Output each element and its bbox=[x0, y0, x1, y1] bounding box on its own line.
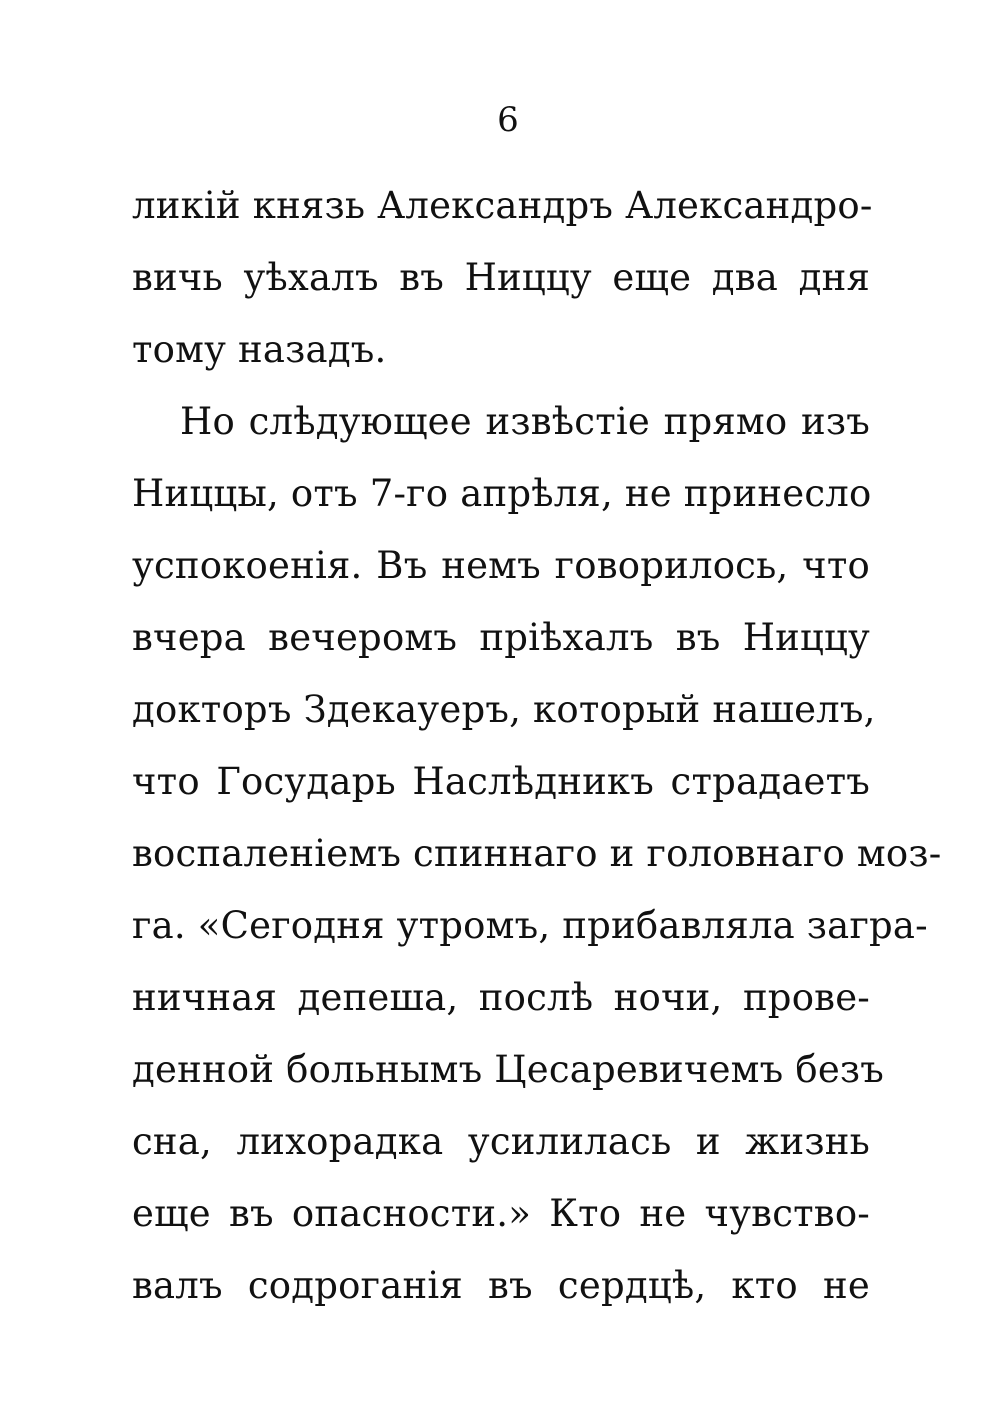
text-line: валъ содроганія въ сердцѣ, кто не bbox=[132, 1264, 870, 1307]
text-line: Но слѣдующее извѣстіе прямо изъ bbox=[180, 400, 870, 443]
text-line: Ниццы, отъ 7-го апрѣля, не принесло bbox=[132, 472, 872, 515]
text-line: ничная депеша, послѣ ночи, прове- bbox=[132, 976, 870, 1019]
text-line: га. «Сегодня утромъ, прибавляла загра- bbox=[132, 904, 928, 947]
text-line: сна, лихорадка усилилась и жизнь bbox=[132, 1120, 870, 1163]
text-line: еще въ опасности.» Кто не чувство- bbox=[132, 1192, 870, 1235]
text-line: денной больнымъ Цесаревичемъ безъ bbox=[132, 1048, 885, 1091]
text-line: вчера вечеромъ пріѣхалъ въ Ниццу bbox=[132, 616, 870, 659]
text-line: воспаленіемъ спиннаго и головнаго моз- bbox=[132, 832, 942, 875]
text-line: докторъ Здекауеръ, который нашелъ, bbox=[132, 688, 876, 731]
text-line: что Государь Наслѣдникъ страдаетъ bbox=[132, 760, 870, 803]
page-number: 6 bbox=[497, 100, 519, 140]
body-text bbox=[132, 176, 942, 1328]
paragraph-1 bbox=[132, 176, 873, 392]
text-line: вичь уѣхалъ въ Ниццу еще два дня bbox=[132, 256, 870, 299]
text-line: ликій князь Александръ Александро- bbox=[132, 184, 873, 227]
text-line: успокоенія. Въ немъ говорилось, что bbox=[132, 544, 870, 587]
paragraph-2 bbox=[132, 392, 942, 1328]
text-line: тому назадъ. bbox=[132, 328, 387, 371]
